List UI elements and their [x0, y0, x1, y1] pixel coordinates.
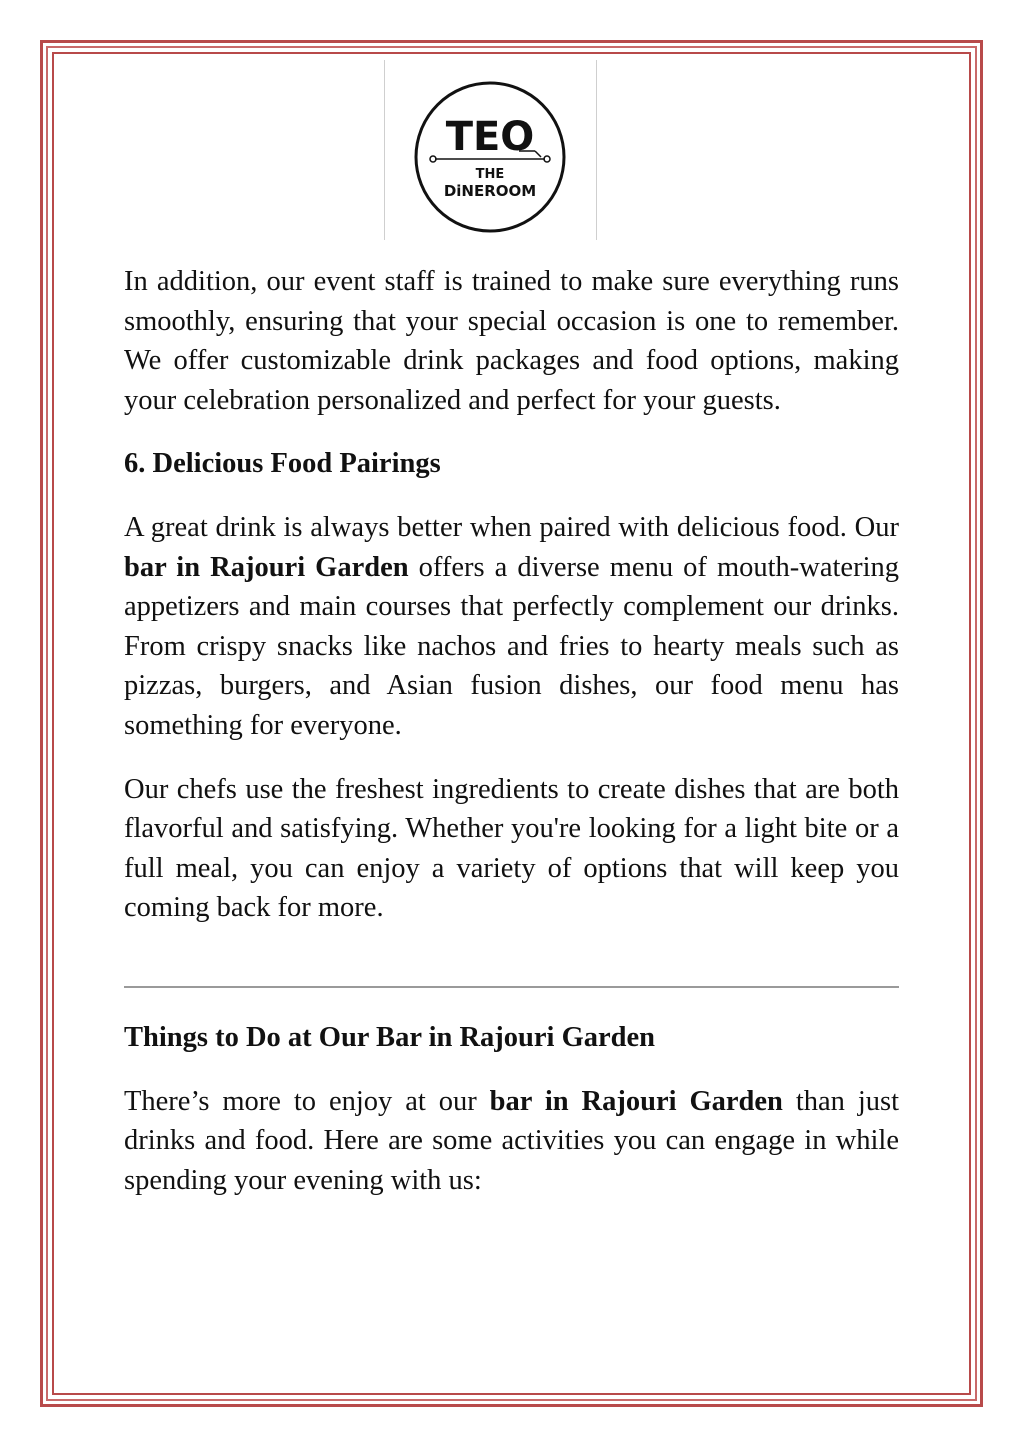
document-body — [124, 262, 899, 1200]
teo-logo — [413, 80, 567, 234]
logo-line2: DiNEROOM — [443, 182, 537, 200]
food-paragraph-1 — [124, 508, 899, 746]
things-para-text-b: than just drinks and food. Here are some activities you can engage in while spending your evening with us: — [124, 1085, 900, 1196]
logo-brand: TEO — [445, 114, 535, 160]
logo-line1: THE — [475, 167, 505, 182]
food-para1-text-a: A great drink is always better when paired with delicious food. Our — [124, 511, 899, 543]
intro-paragraph: In addition, our event staff is trained to make sure everything runs smoothly, ensuring that your special occasion is one to remember. We offer customizable drink packages and food options, making your celebration personalized and perfect for your guests. — [124, 266, 899, 416]
food-para1-bold: bar in Rajouri Garden — [124, 551, 409, 583]
food-para1-text-b: offers a diverse menu of mouth-watering appetizers and main courses that perfectly complement our drinks. From crispy snacks like nachos and fries to hearty meals such as pizzas, burgers, and Asian fusion dishes, our food menu has something for everyone. — [124, 551, 899, 741]
things-para-bold: bar in Rajouri Garden — [489, 1085, 783, 1117]
food-paragraph-2: Our chefs use the freshest ingredients to create dishes that are both flavorful and satisfying. Whether you're looking for a light bite or a full meal, you can enjoy a variety of options that will keep you coming back for more. — [124, 773, 899, 924]
section-divider — [124, 986, 899, 988]
food-pairings-heading: 6. Delicious Food Pairings — [124, 448, 441, 480]
logo-container — [384, 60, 597, 240]
things-paragraph — [124, 1082, 899, 1201]
things-to-do-heading: Things to Do at Our Bar in Rajouri Garden — [124, 1021, 656, 1053]
things-para-text-a: There’s more to enjoy at our — [124, 1085, 490, 1117]
